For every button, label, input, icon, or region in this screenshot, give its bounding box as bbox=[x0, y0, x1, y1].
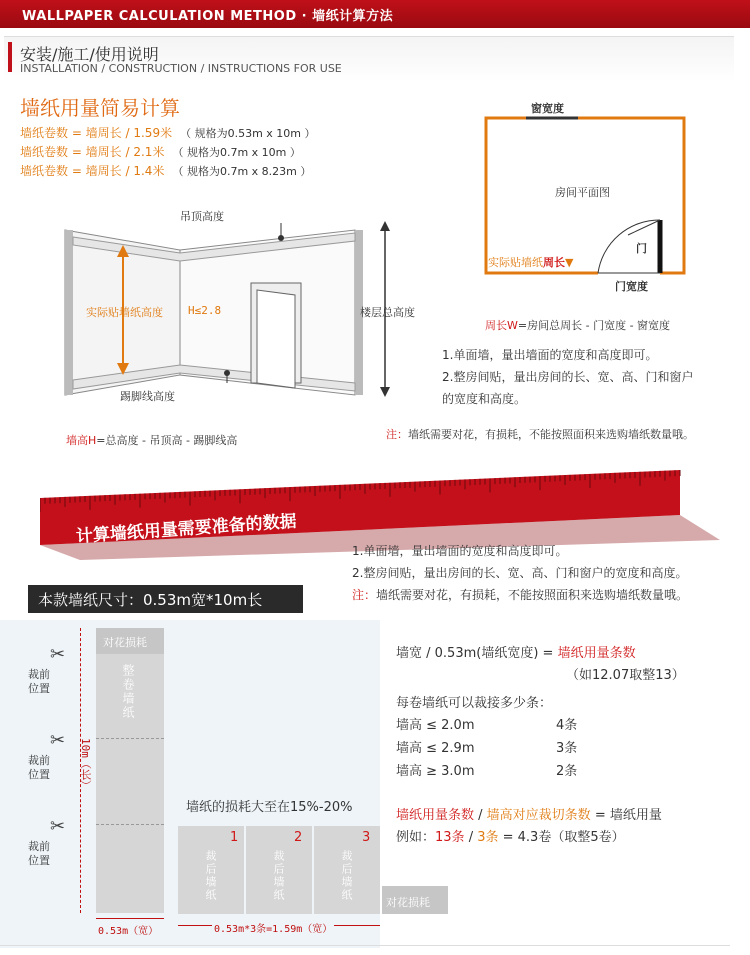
usage-formula-c: = 墙纸用量 bbox=[590, 808, 662, 823]
h-limit-label: H≤2.8 bbox=[188, 304, 222, 317]
top-note-3: 的宽度和高度。 bbox=[442, 392, 527, 406]
usage-example-prefix: 例如： bbox=[396, 830, 436, 845]
floor-total-height-label: 楼层总高度 bbox=[360, 306, 415, 319]
simple-calc-title: 墙纸用量简易计算 bbox=[20, 96, 180, 120]
usage-formula-a: 墙纸用量条数 bbox=[396, 808, 475, 823]
cut-front-label-2: 裁前位置 bbox=[28, 754, 50, 781]
bottom-divider bbox=[0, 945, 730, 946]
count-row-2: 3条 bbox=[556, 741, 578, 756]
mid-note-1: 1.单面墙，量出墙面的宽度和高度即可。 bbox=[352, 544, 568, 558]
top-note-label: 注： bbox=[386, 428, 408, 441]
scissors-icon: ✂ bbox=[50, 644, 66, 665]
cut-line-2 bbox=[96, 824, 164, 825]
count-row-1: 4条 bbox=[556, 718, 578, 733]
after-cut-label-2: 裁后墙纸 bbox=[272, 850, 285, 902]
perimeter-word: 周长 bbox=[543, 256, 565, 269]
roll-length-label: 10m（长） bbox=[79, 738, 92, 791]
ceiling-height-label: 吊顶高度 bbox=[180, 210, 224, 223]
wall-width-prefix: 墙宽 / 0.53m(墙纸宽度) = bbox=[396, 646, 558, 661]
scissors-icon: ✂ bbox=[50, 816, 66, 837]
usage-example-a: 13条 bbox=[435, 830, 465, 845]
usage-formula-b: 墙高对应裁切条数 bbox=[486, 808, 591, 823]
mid-note-2: 2.整房间贴，量出房间的长、宽、高、门和窗户的宽度和高度。 bbox=[352, 566, 688, 580]
wall-width-formula bbox=[396, 642, 636, 661]
room-plan-label: 房间平面图 bbox=[555, 186, 610, 199]
strip-num-2: 2 bbox=[294, 830, 303, 845]
formula-2 bbox=[20, 143, 301, 160]
pattern-loss-top-label: 对花损耗 bbox=[103, 636, 147, 649]
width-dim-line bbox=[96, 918, 164, 919]
per-roll-title: 每卷墙纸可以裁接多少条： bbox=[396, 696, 553, 711]
cut-line-1 bbox=[96, 738, 164, 739]
floor-plan-diagram bbox=[478, 100, 693, 300]
usage-example-c: = 4.3卷（取整5卷） bbox=[498, 830, 625, 845]
height-row-3: 墙高 ≥ 3.0m bbox=[396, 764, 475, 779]
pattern-loss-bottom-label: 对花损耗 bbox=[386, 896, 430, 909]
cut-front-label-3: 裁前位置 bbox=[28, 840, 50, 867]
mid-note-label: 注： bbox=[352, 588, 377, 602]
top-note-1: 1.单面墙，量出墙面的宽度和高度即可。 bbox=[442, 348, 658, 362]
loss-note: 墙纸的损耗大至在15%-20% bbox=[186, 800, 353, 815]
wall-width-result: 墙纸用量条数 bbox=[557, 646, 636, 661]
window-width-label: 窗宽度 bbox=[531, 102, 564, 115]
wall-height-formula bbox=[66, 432, 237, 448]
usage-formula bbox=[396, 804, 662, 823]
mid-note-warning bbox=[352, 586, 688, 603]
count-row-3: 2条 bbox=[556, 764, 578, 779]
wall-height-text: =总高度 - 吊顶高 - 踢脚线高 bbox=[96, 434, 238, 447]
perimeter-formula bbox=[485, 317, 670, 333]
top-banner bbox=[0, 0, 750, 28]
formula-1-text: 墙纸卷数 = 墙周长 / 1.59米 bbox=[20, 126, 173, 140]
top-note-2: 2.整房间贴，量出房间的长、宽、高、门和窗户 bbox=[442, 370, 694, 384]
door-label: 门 bbox=[636, 242, 647, 255]
formula-2-spec: （ 规格为0.7m x 10m ） bbox=[172, 146, 301, 159]
after-cut-label-1: 裁后墙纸 bbox=[204, 850, 217, 902]
section-accent-bar bbox=[8, 42, 12, 72]
cut-front-label-1: 裁前位置 bbox=[28, 668, 50, 695]
formula-2-text: 墙纸卷数 = 墙周长 / 2.1米 bbox=[20, 145, 165, 159]
section-subtitle: INSTALLATION / CONSTRUCTION / INSTRUCTIONS FOR USE bbox=[20, 62, 342, 75]
strips-width-label: 0.53m*3条=1.59m（宽） bbox=[212, 920, 334, 935]
height-row-2: 墙高 ≤ 2.9m bbox=[396, 741, 475, 756]
top-note-warning bbox=[386, 426, 694, 442]
wallpaper-size-box bbox=[28, 585, 303, 613]
ruler-title: 计算墙纸用量需要准备的数据 bbox=[75, 511, 298, 547]
usage-formula-sep: / bbox=[474, 808, 487, 823]
skirting-height-label: 踢脚线高度 bbox=[120, 390, 175, 403]
banner-title: WALLPAPER CALCULATION METHOD · 墙纸计算方法 bbox=[22, 9, 394, 24]
after-cut-label-3: 裁后墙纸 bbox=[340, 850, 353, 902]
strip-num-1: 1 bbox=[230, 830, 239, 845]
door-width-label: 门宽度 bbox=[615, 280, 648, 293]
scissors-icon: ✂ bbox=[50, 730, 66, 751]
perimeter-formula-text: =房间总周长 - 门宽度 - 窗宽度 bbox=[517, 319, 671, 332]
formula-1 bbox=[20, 124, 316, 141]
formula-3 bbox=[20, 162, 311, 179]
perimeter-formula-prefix: 周长W bbox=[485, 319, 518, 332]
usage-example-b: 3条 bbox=[477, 830, 499, 845]
usage-example-sep: / bbox=[464, 830, 478, 845]
top-note-text: 墙纸需要对花，有损耗，不能按照面积来选购墙纸数量哦。 bbox=[408, 428, 694, 441]
wall-height-prefix: 墙高H bbox=[66, 434, 97, 447]
paper-height-label: 实际贴墙纸高度 bbox=[86, 306, 163, 319]
section-title: 安装/施工/使用说明 bbox=[20, 45, 159, 64]
mid-note-text: 墙纸需要对花，有损耗，不能按照面积来选购墙纸数量哦。 bbox=[376, 588, 689, 602]
height-row-1: 墙高 ≤ 2.0m bbox=[396, 718, 475, 733]
formula-3-text: 墙纸卷数 = 墙周长 / 1.4米 bbox=[20, 164, 165, 178]
whole-roll-label: 整卷墙纸 bbox=[121, 664, 135, 720]
width-label: 0.53m（宽） bbox=[98, 926, 159, 937]
rounding-example: （如12.07取整13） bbox=[566, 668, 685, 683]
formula-3-spec: （ 规格为0.7m x 8.23m ） bbox=[172, 165, 312, 178]
formula-1-spec: （ 规格为0.53m x 10m ） bbox=[180, 127, 316, 140]
wallpaper-size-text: 本款墙纸尺寸：0.53m宽*10m长 bbox=[38, 591, 263, 609]
perimeter-prefix: 实际贴墙纸 bbox=[488, 256, 543, 269]
strip-num-3: 3 bbox=[362, 830, 371, 845]
perimeter-label: 实际贴墙纸周长▼ bbox=[488, 256, 574, 269]
usage-example bbox=[396, 826, 625, 845]
